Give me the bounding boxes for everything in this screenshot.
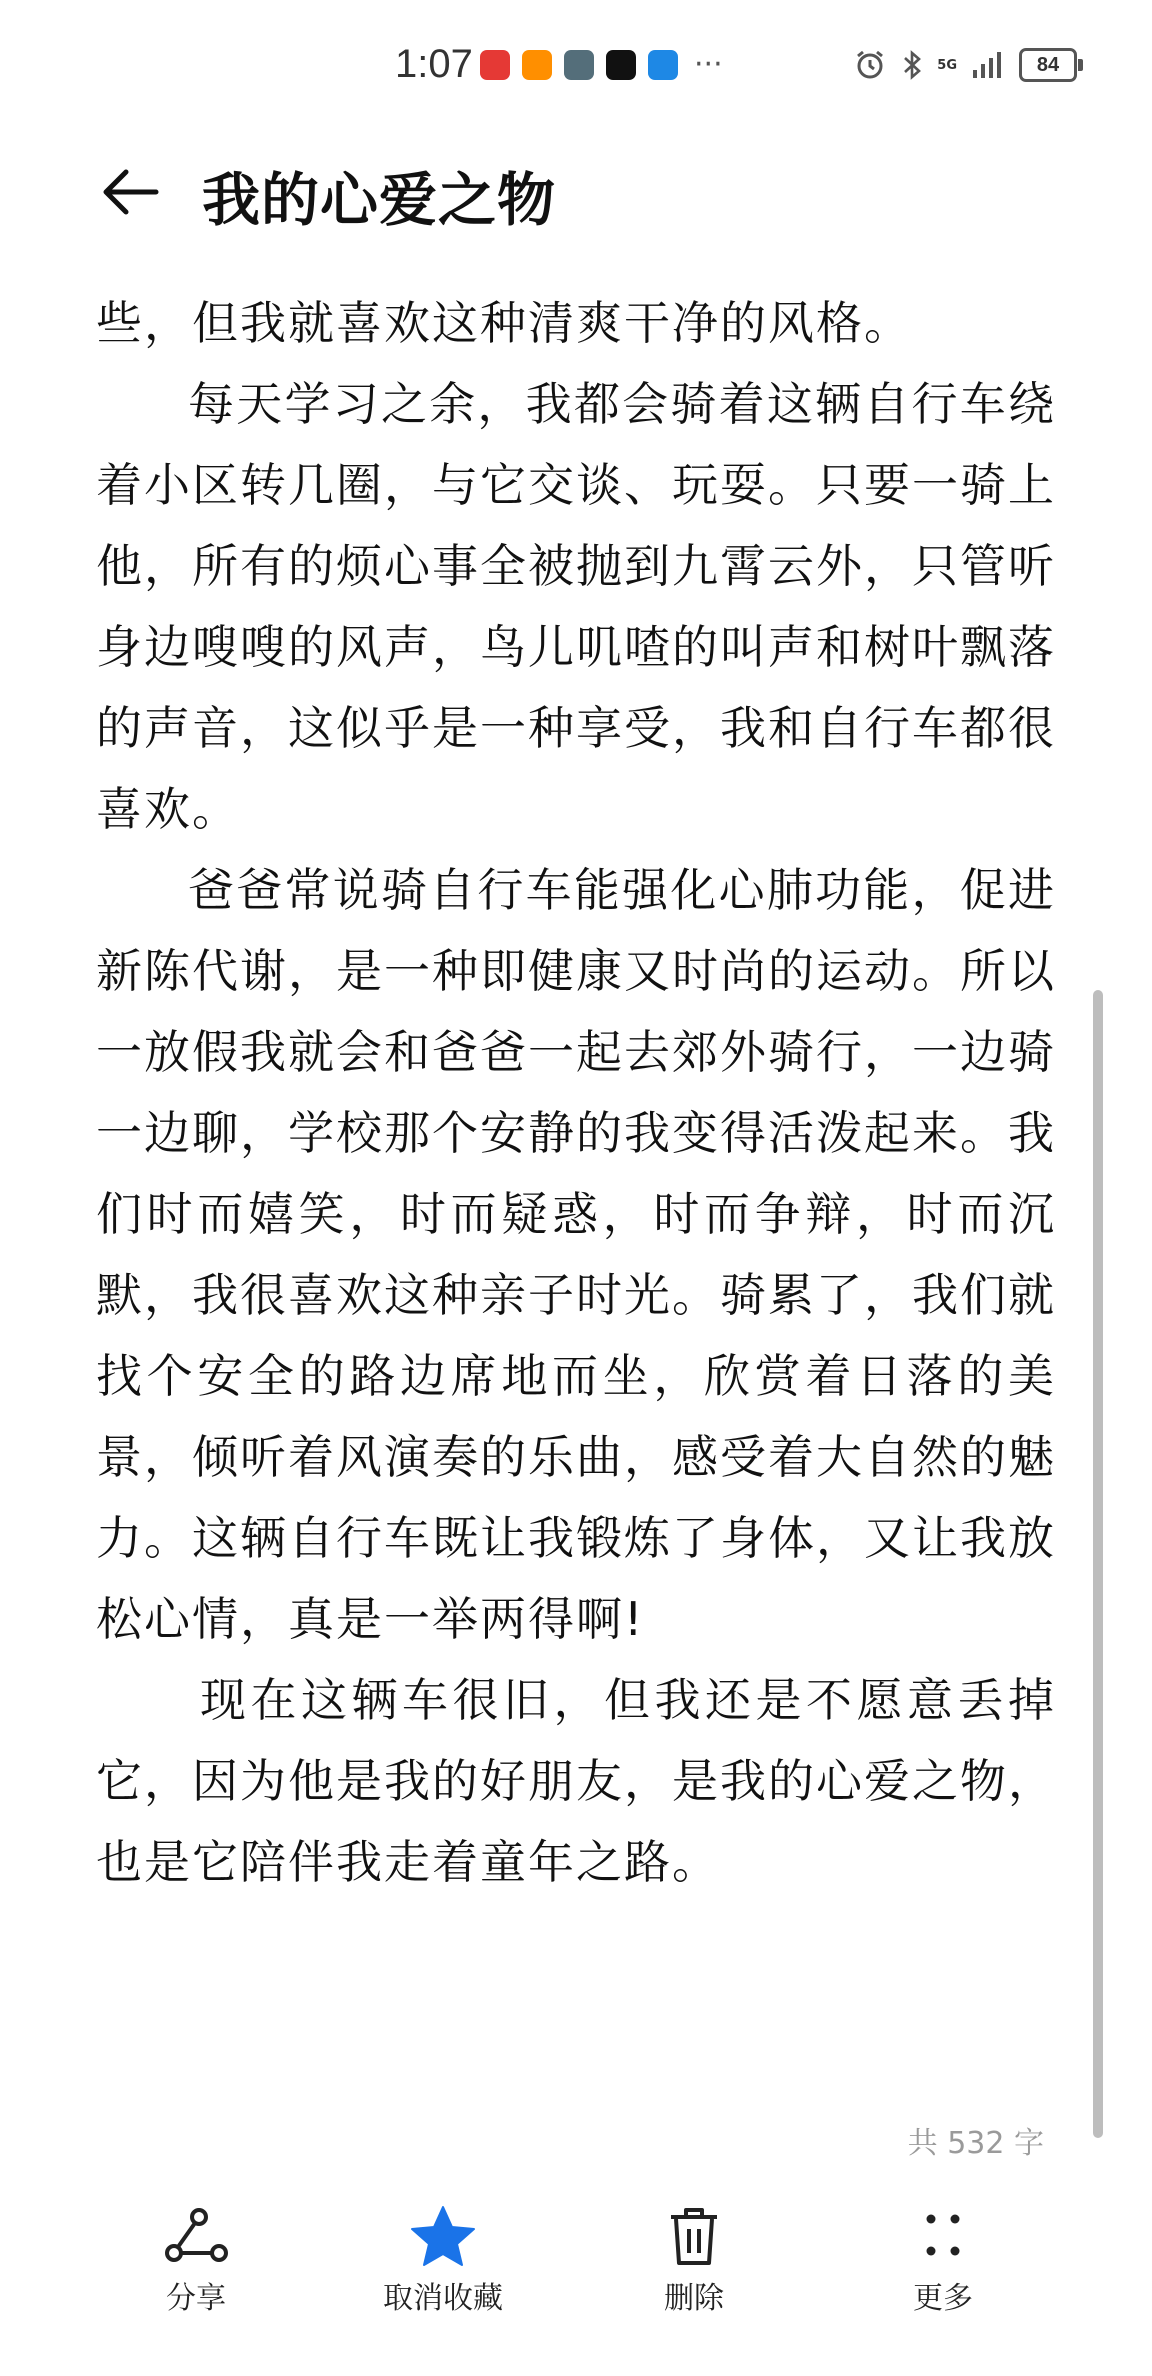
arrow-left-icon [98,160,162,224]
app-header [0,135,1152,255]
battery-icon: 84 [1019,48,1077,82]
alarm-icon [853,48,887,82]
bluetooth-icon [901,48,923,82]
network-type-label: 5G [937,57,957,73]
delete-button[interactable] [594,2205,794,2317]
notification-icons [480,47,723,82]
page-title: 我的心爱之物 [202,166,557,234]
share-button[interactable] [96,2205,296,2317]
paragraph: 每天学习之余，我都会骑着这辆自行车绕着小区转几圈，与它交谈、玩耍。只要一骑上他，所有的烦心事全被抛到九霄云外，只管听身边嗖嗖的风声，鸟儿叽喳的叫声和树叶飘落的声音，这似乎是一种享受，我和自行车都很喜欢。 [96,377,1056,836]
more-notifications-icon: ··· [694,47,723,82]
signal-icon [971,50,1005,80]
word-count: 共 532 字 [907,2126,1044,2161]
note-content[interactable] [96,283,1056,1903]
weather-icon [648,50,678,80]
star-icon [408,2205,478,2267]
system-indicators [853,48,1077,82]
paragraph: 现在这辆车很旧，但我还是不愿意丢掉它，因为他是我的好朋友，是我的心爱之物，也是它陪伴我走着童年之路。 [96,1673,1056,1889]
status-bar [0,0,1152,135]
huawei-app-icon [564,50,594,80]
share-label: 分享 [166,2281,226,2316]
taobao-icon [522,50,552,80]
tiktok-icon [606,50,636,80]
more-dots-icon [908,2205,978,2267]
back-button[interactable] [98,160,162,224]
trash-icon [659,2205,729,2267]
status-time: 1:07 [395,42,473,86]
more-label: 更多 [913,2281,973,2316]
unfavorite-button[interactable] [343,2205,543,2317]
paragraph: 爸爸常说骑自行车能强化心肺功能，促进新陈代谢，是一种即健康又时尚的运动。所以一放假我就会和爸爸一起去郊外骑行，一边骑一边聊，学校那个安静的我变得活泼起来。我们时而嬉笑，时而疑惑，时而争辩，时而沉默，我很喜欢这种亲子时光。骑累了，我们就找个安全的路边席地而坐，欣赏着日落的美景，倾听着风演奏的乐曲，感受着大自然的魅力。这辆自行车既让我锻炼了身体，又让我放松心情，真是一举两得啊! [96,863,1056,1646]
scrollbar[interactable] [1093,990,1103,2138]
more-button[interactable] [843,2205,1043,2317]
paragraph: 些，但我就喜欢这种清爽干净的风格。 [96,296,912,350]
delete-label: 删除 [664,2281,724,2316]
xiaohongshu-icon [480,50,510,80]
unfavorite-label: 取消收藏 [383,2281,503,2316]
share-icon [161,2205,231,2267]
bottom-action-bar [0,2205,1152,2376]
